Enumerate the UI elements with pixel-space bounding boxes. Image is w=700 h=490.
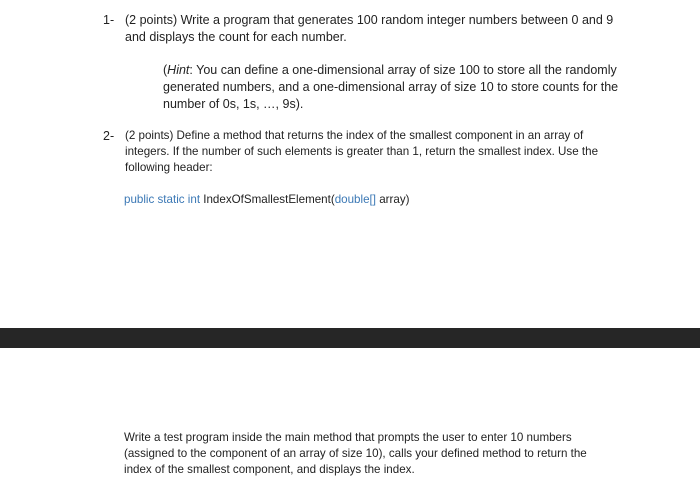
question-1-text: (2 points) Write a program that generates 100 random integer numbers between 0 and 9 and displays the count for each number.	[125, 13, 614, 44]
header-param-rest: array)	[375, 193, 410, 206]
hint-open-paren: (	[163, 63, 168, 77]
divider-bar	[0, 328, 700, 348]
question-1-hint	[163, 62, 623, 113]
header-param-type: double[]	[334, 193, 376, 206]
question-2-text: (2 points) Define a method that returns the index of the smallest component in an array of integers. If the number of such elements is greater than 1, return the smallest index. Use the following header:	[125, 129, 599, 174]
method-header	[124, 193, 409, 206]
header-modifiers: public static int	[124, 193, 201, 206]
header-method-name: IndexOfSmallestElement(	[200, 193, 335, 206]
question-2-number: 2-	[103, 129, 115, 143]
hint-text: : You can define a one-dimensional array of size 100 to store all the randomly generated numbers, and a one-dimensional array of size 10 to store counts for the number of 0s, 1s, …, 9s).	[163, 63, 619, 111]
hint-label: Hint	[167, 63, 190, 77]
test-program-instructions: Write a test program inside the main method that prompts the user to enter 10 numbers (assigned to the component of an array of size 10), calls your defined method to return the index of the smallest component, and displays the index.	[124, 431, 587, 476]
question-1-number: 1-	[103, 13, 115, 27]
